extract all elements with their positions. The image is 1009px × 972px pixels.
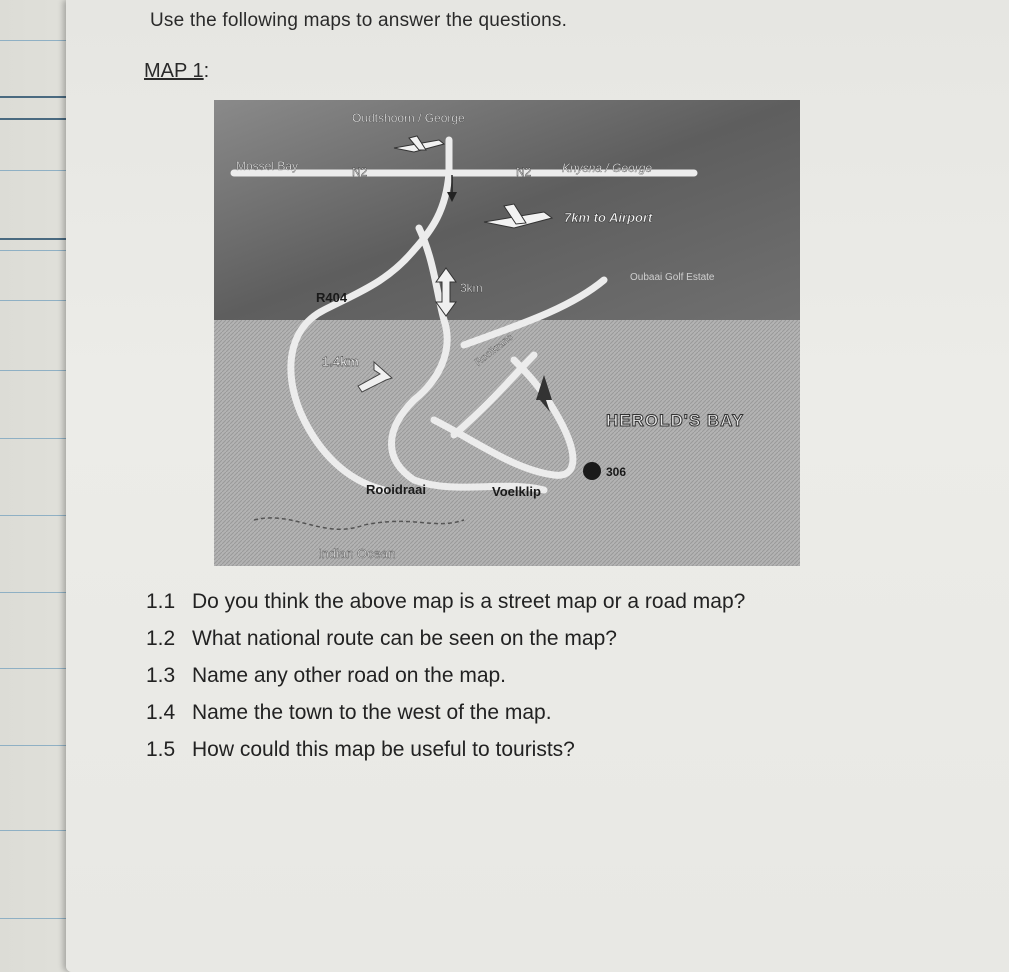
town-label: HEROLD'S BAY — [606, 411, 745, 430]
n2-left-label: N2 — [352, 165, 368, 179]
map-title: MAP 1: — [144, 60, 210, 82]
instruction-text: Use the following maps to answer the questions. — [150, 10, 568, 31]
east-label: Knysna / George — [562, 161, 653, 175]
question-item: 1.5 How could this map be useful to tourists? — [146, 738, 575, 761]
question-item: 1.3 Name any other road on the map. — [146, 664, 507, 687]
distance-3km-label: 3km — [460, 281, 483, 295]
map-1 — [214, 100, 800, 566]
question-item: 1.2 What national route can be seen on the map? — [146, 627, 617, 650]
airport-label: 7km to Airport — [564, 210, 653, 225]
r404-label: R404 — [316, 290, 348, 305]
north-label: Oudtshoorn / George — [352, 111, 465, 125]
rooidraai-label: Rooidraai — [366, 482, 426, 497]
question-item: 1.4 Name the town to the west of the map. — [146, 701, 552, 724]
voelklip-label: Voelklip — [492, 484, 541, 499]
n2-right-label: N2 — [516, 165, 532, 179]
golf-estate-label: Oubaai Golf Estate — [630, 272, 715, 283]
distance-1-4km-label: 1.4km — [322, 354, 359, 369]
marker-306-icon — [583, 462, 601, 480]
question-list — [146, 590, 745, 775]
rooikrans-road-label: Rooikrans — [473, 331, 516, 369]
west-label: Mossel Bay — [236, 159, 299, 173]
marker-306-label: 306 — [606, 465, 627, 479]
ocean-label: Indian Ocean — [318, 546, 396, 561]
question-item: 1.1 Do you think the above map is a street map or a road map? — [146, 590, 746, 613]
